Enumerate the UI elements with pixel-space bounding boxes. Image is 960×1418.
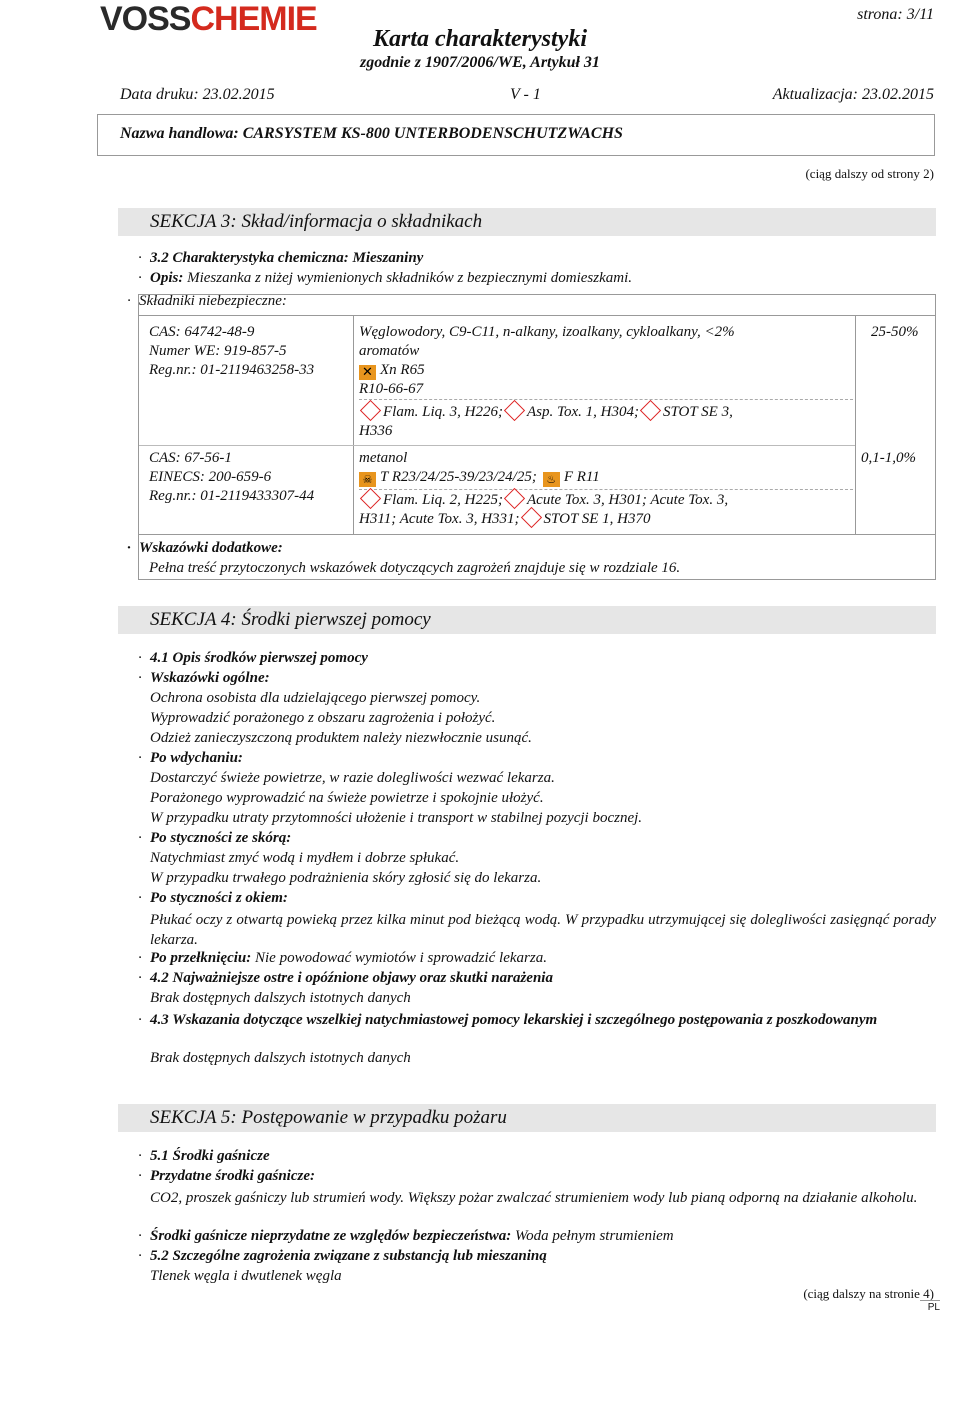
s42-title: · 4.2 Najważniejsze ostre i opóźnione objawy oraz skutki narażenia	[138, 970, 553, 986]
print-date: Data druku: 23.02.2015	[120, 86, 275, 103]
comp2-concentration: 0,1-1,0%	[861, 450, 916, 466]
flammable-f-icon: ♨	[543, 472, 560, 487]
inhalation-label: · Po wdychaniu:	[138, 750, 243, 766]
s3-chem-char: · 3.2 Charakterystyka chemiczna: Mieszaniny	[138, 250, 424, 266]
s42-text: Brak dostępnych dalszych istotnych danych	[150, 990, 411, 1006]
section-5-title: SEKCJA 5: Postępowanie w przypadku pożaru	[118, 1104, 936, 1132]
comp2-name: metanol ☠ T R23/24/25-39/23/24/25; ♨ F R11	[359, 450, 600, 486]
s52-title: · 5.2 Szczególne zagrożenia związane z substancją lub mieszaniną	[138, 1248, 547, 1264]
inhalation-1: Dostarczyć świeże powietrze, w razie dolegliwości wezwać lekarza.	[150, 770, 555, 786]
flame-icon	[360, 400, 381, 421]
suitable-text: CO2, proszek gaśniczy lub strumień wody. Większy pożar zwalczać strumieniem wody lub pianą odporną na działanie alkoholu.	[150, 1190, 918, 1206]
general-1: Ochrona osobista dla udzielającego pierwszej pomocy.	[150, 690, 481, 706]
health-hazard-icon	[504, 400, 525, 421]
eye-label: · Po styczności z okiem:	[138, 890, 288, 906]
general-2: Wyprowadzić porażonego z obszaru zagrożenia i położyć.	[150, 710, 496, 726]
version: V - 1	[510, 86, 541, 103]
health-hazard-icon	[520, 507, 541, 528]
s52-text: Tlenek węgla i dwutlenek węgla	[150, 1268, 342, 1284]
extra-hints-label: · Wskazówki dodatkowe:	[127, 540, 283, 556]
page-number: strona: 3/11	[857, 6, 934, 23]
s51-title: · 5.1 Środki gaśnicze	[138, 1148, 270, 1164]
language-code: PL	[927, 1302, 940, 1313]
s43-title: · 4.3 Wskazania dotyczące wszelkiej natychmiastowej pomocy lekarskiej i szczególnego postępowania z poszkodowanym	[138, 1012, 878, 1028]
eye-text: Płukać oczy z otwartą powieką przez kilka minut pod bieżącą wodą. W przypadku utrzymującej się dolegliwości zasięgnąć porady lekarza.	[150, 912, 936, 948]
document-subtitle: zgodnie z 1907/2006/WE, Artykuł 31	[360, 54, 600, 71]
general-label: · Wskazówki ogólne:	[138, 670, 270, 686]
section-4-title: SEKCJA 4: Środki pierwszej pomocy	[118, 606, 936, 634]
document-title: Karta charakterystyki	[373, 26, 587, 52]
comp1-name: Węglowodory, C9-C11, n-alkany, izoalkany, cykloalkany, <2% aromatów ✕ Xn R65 R10-66-67	[359, 324, 735, 397]
swallow-line: · Po przełknięciu: Nie powodować wymiotów i sprowadzić lekarza.	[138, 950, 547, 966]
exclamation-icon	[640, 400, 661, 421]
trade-name: Nazwa handlowa: CARSYSTEM KS-800 UNTERBODENSCHUTZWACHS	[97, 114, 935, 156]
comp1-ids: CAS: 64742-48-9 Numer WE: 919-857-5 Reg.nr.: 01-2119463258-33	[149, 324, 315, 378]
s3-description: · Opis: Mieszanka z niżej wymienionych składników z bezpiecznymi domieszkami.	[138, 270, 633, 286]
hazardous-label: · Składniki niebezpieczne:	[127, 293, 287, 309]
hazardous-components-table	[127, 293, 936, 580]
s43-text: Brak dostępnych dalszych istotnych danych	[150, 1050, 411, 1066]
company-logo: VOSSCHEMIE	[100, 0, 317, 38]
comp2-ids: CAS: 67-56-1 EINECS: 200-659-6 Reg.nr.: 01-2119433307-44	[149, 450, 315, 504]
skin-label: · Po styczności ze skórą:	[138, 830, 292, 846]
general-3: Odzież zanieczyszczoną produktem należy niezwłocznie usunąć.	[150, 730, 532, 746]
flame-icon	[360, 488, 381, 509]
continued-from: (ciąg dalszy od strony 2)	[805, 166, 934, 181]
skull-icon: ☠	[359, 472, 376, 487]
update-date: Aktualizacja: 23.02.2015	[772, 86, 934, 103]
comp1-hazards: Flam. Liq. 3, H226; Asp. Tox. 1, H304; STOT SE 3, H336	[359, 403, 733, 441]
s41-title: · 4.1 Opis środków pierwszej pomocy	[138, 650, 368, 666]
comp1-concentration: 25-50%	[871, 324, 919, 340]
section-3-title: SEKCJA 3: Skład/informacja o składnikach	[118, 208, 936, 236]
unsuitable-line: · Środki gaśnicze nieprzydatne ze względów bezpieczeństwa: Woda pełnym strumieniem	[138, 1228, 674, 1244]
extra-hints-text: Pełna treść przytoczonych wskazówek dotyczących zagrożeń znajduje się w rozdziale 16.	[149, 560, 681, 576]
inhalation-2: Porażonego wyprowadzić na świeże powietrze i spokojnie ułożyć.	[150, 790, 544, 806]
comp2-hazards: Flam. Liq. 2, H225; Acute Tox. 3, H301; Acute Tox. 3, H311; Acute Tox. 3, H331; STOT SE 1, H370	[359, 491, 728, 529]
harmful-x-icon: ✕	[359, 365, 376, 380]
skin-1: Natychmiast zmyć wodą i mydłem i dobrze spłukać.	[150, 850, 460, 866]
continued-next: (ciąg dalszy na stronie 4)	[803, 1286, 934, 1301]
suitable-label: · Przydatne środki gaśnicze:	[138, 1168, 315, 1184]
skin-2: W przypadku trwałego podrażnienia skóry zgłosić się do lekarza.	[150, 870, 542, 886]
skull-crossbones-icon	[504, 488, 525, 509]
inhalation-3: W przypadku utraty przytomności ułożenie i transport w stabilnej pozycji bocznej.	[150, 810, 643, 826]
